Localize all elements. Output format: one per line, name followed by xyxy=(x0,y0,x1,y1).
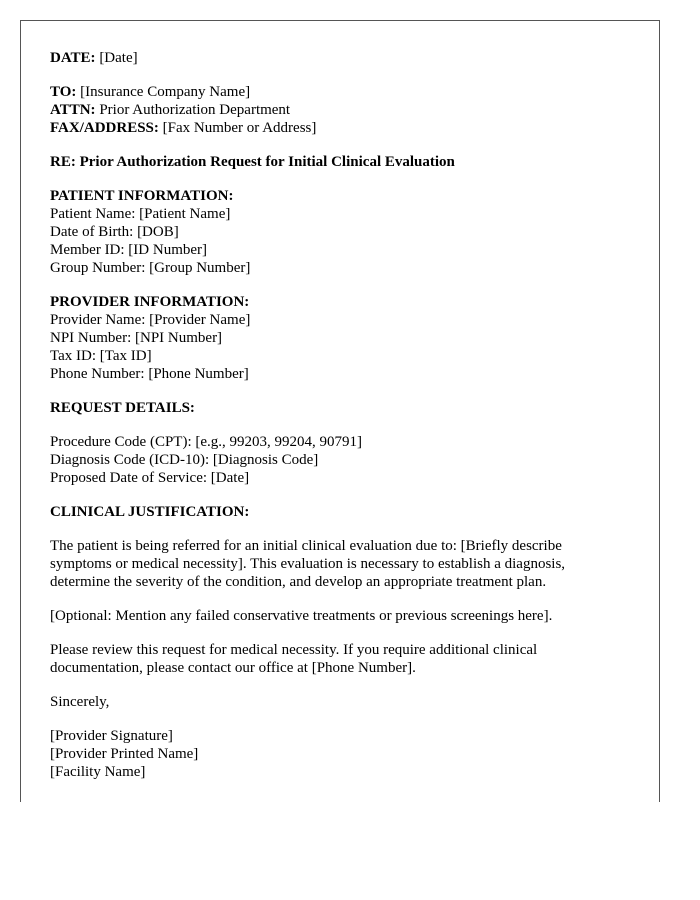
provider-phone-line: Phone Number: [Phone Number] xyxy=(50,366,249,382)
justification-line-1: The patient is being referred for an initial clinical evaluation due to: [Briefly describe xyxy=(50,538,562,554)
fax-value: [Fax Number or Address] xyxy=(162,120,317,136)
letter-body xyxy=(50,49,630,781)
facility-name-line: [Facility Name] xyxy=(50,764,146,780)
closing-line: Sincerely, xyxy=(50,694,110,710)
date-value: [Date] xyxy=(99,50,138,66)
letter-page xyxy=(20,20,660,802)
attn-value: Prior Authorization Department xyxy=(99,102,291,118)
optional-note-line: [Optional: Mention any failed conservative treatments or previous screenings here]. xyxy=(50,608,553,624)
provider-tax-id-line: Tax ID: [Tax ID] xyxy=(50,348,152,364)
procedure-code-line: Procedure Code (CPT): [e.g., 99203, 99204, 90791] xyxy=(50,434,363,450)
patient-name-line: Patient Name: [Patient Name] xyxy=(50,206,231,222)
to-line xyxy=(50,83,630,101)
patient-group-number-line: Group Number: [Group Number] xyxy=(50,260,251,276)
provider-info-heading: PROVIDER INFORMATION: xyxy=(50,294,250,310)
justification-line-3: determine the severity of the condition, and develop an appropriate treatment plan. xyxy=(50,574,547,590)
date-line xyxy=(50,49,630,67)
provider-npi-line: NPI Number: [NPI Number] xyxy=(50,330,223,346)
attn-line xyxy=(50,101,630,119)
to-value: [Insurance Company Name] xyxy=(80,84,251,100)
fax-line xyxy=(50,119,630,137)
subject-line: RE: Prior Authorization Request for Initial Clinical Evaluation xyxy=(50,154,455,170)
attn-label: ATTN: xyxy=(50,102,96,118)
diagnosis-code-line: Diagnosis Code (ICD-10): [Diagnosis Code] xyxy=(50,452,319,468)
patient-dob-line: Date of Birth: [DOB] xyxy=(50,224,179,240)
request-details-heading: REQUEST DETAILS: xyxy=(50,400,195,416)
to-label: TO: xyxy=(50,84,77,100)
review-request-line-2: documentation, please contact our office at [Phone Number]. xyxy=(50,660,416,676)
provider-name-line: Provider Name: [Provider Name] xyxy=(50,312,251,328)
clinical-justification-heading: CLINICAL JUSTIFICATION: xyxy=(50,504,250,520)
date-label: DATE: xyxy=(50,50,96,66)
fax-label: FAX/ADDRESS: xyxy=(50,120,159,136)
service-date-line: Proposed Date of Service: [Date] xyxy=(50,470,250,486)
justification-line-2: symptoms or medical necessity]. This evaluation is necessary to establish a diagnosis, xyxy=(50,556,566,572)
signature-line: [Provider Signature] xyxy=(50,728,173,744)
patient-member-id-line: Member ID: [ID Number] xyxy=(50,242,208,258)
review-request-line-1: Please review this request for medical necessity. If you require additional clinical xyxy=(50,642,538,658)
printed-name-line: [Provider Printed Name] xyxy=(50,746,199,762)
patient-info-heading: PATIENT INFORMATION: xyxy=(50,188,234,204)
